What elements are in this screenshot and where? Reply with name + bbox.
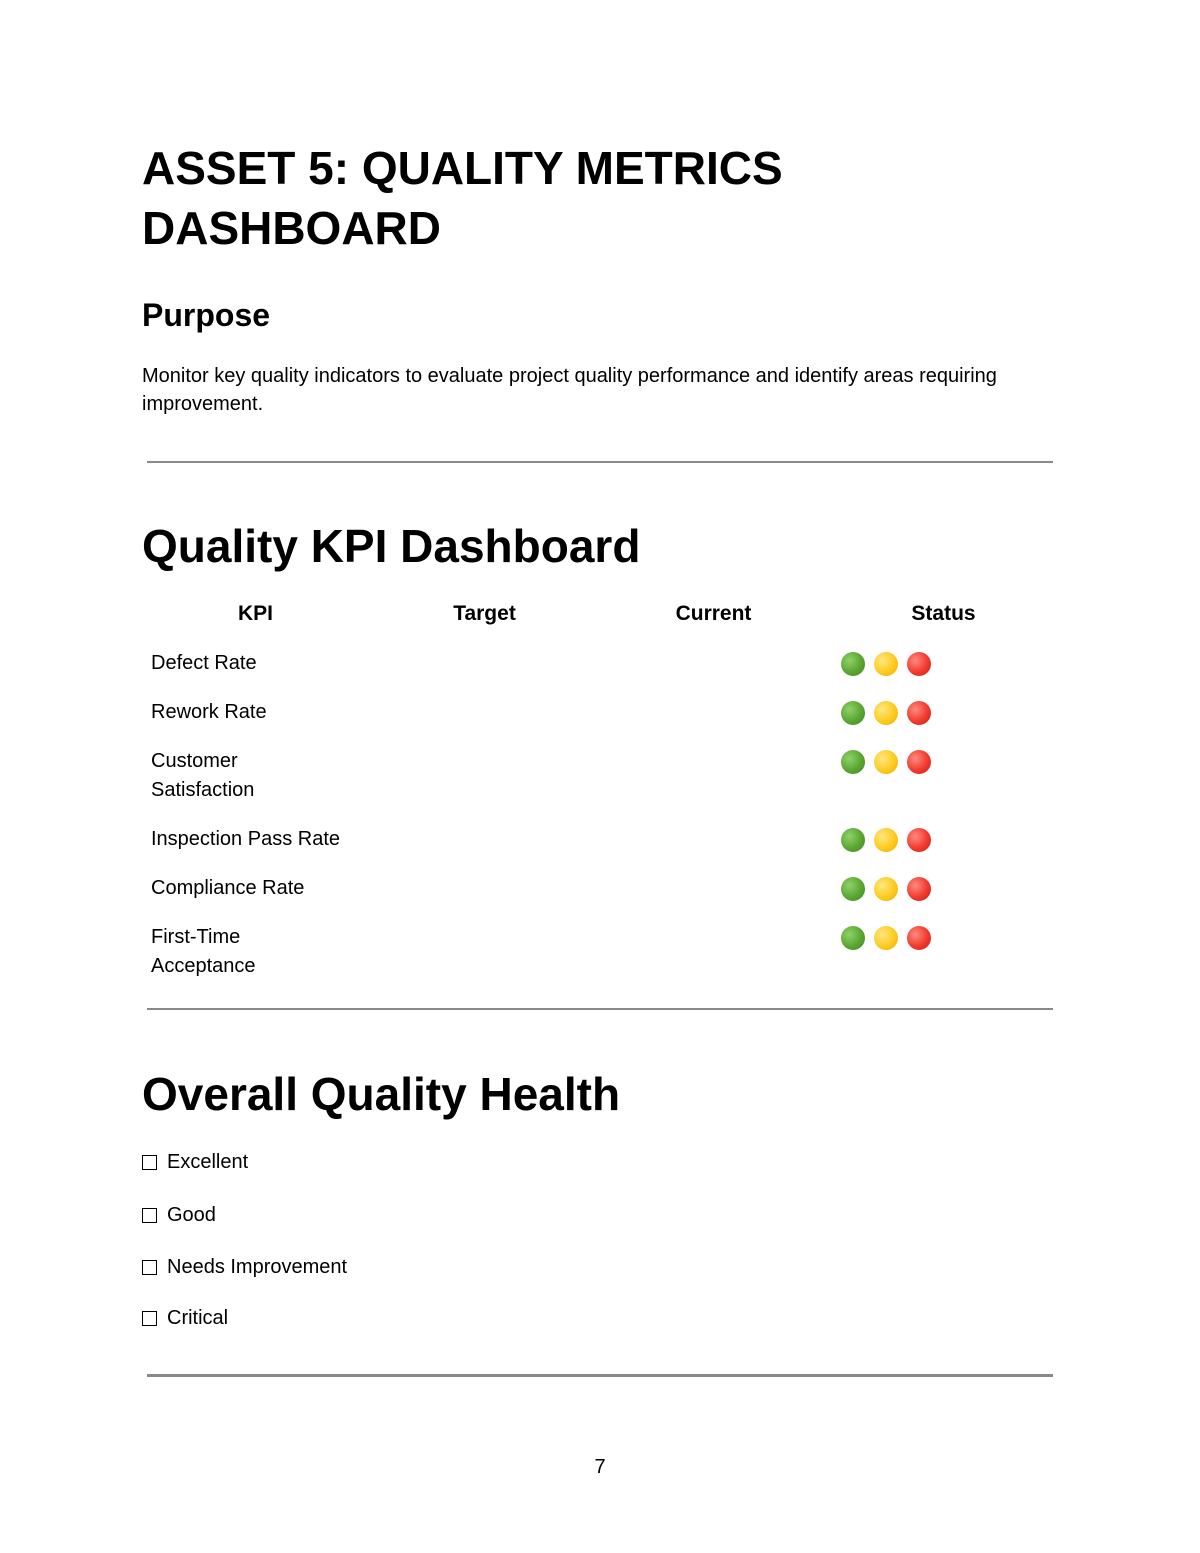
red-circle-icon	[907, 926, 931, 950]
table-row	[141, 923, 1057, 981]
kpi-dashboard-heading: Quality KPI Dashboard	[142, 520, 641, 572]
green-circle-icon	[841, 701, 865, 725]
health-option-excellent[interactable]	[142, 1148, 248, 1176]
divider	[147, 1008, 1053, 1010]
kpi-name: First-Time Acceptance	[151, 926, 256, 977]
yellow-circle-icon	[874, 652, 898, 676]
yellow-circle-icon	[874, 750, 898, 774]
purpose-heading: Purpose	[142, 297, 271, 333]
health-option-label: Good	[167, 1204, 216, 1226]
column-header-status: Status	[911, 602, 976, 625]
red-circle-icon	[907, 877, 931, 901]
purpose-text: Monitor key quality indicators to evaluate project quality performance and identify areas requiring improvement.	[142, 365, 997, 415]
status-indicators	[841, 701, 940, 727]
page-title: ASSET 5: QUALITY METRICS DASHBOARD	[142, 142, 783, 254]
green-circle-icon	[841, 877, 865, 901]
status-indicators	[841, 750, 940, 776]
kpi-name: Compliance Rate	[151, 877, 305, 899]
health-option-label: Critical	[167, 1307, 229, 1329]
checkbox-icon[interactable]	[142, 1155, 157, 1170]
health-option-label: Excellent	[167, 1151, 249, 1173]
checkbox-icon[interactable]	[142, 1311, 157, 1326]
yellow-circle-icon	[874, 926, 898, 950]
divider	[147, 1374, 1053, 1377]
health-option-critical[interactable]	[142, 1304, 228, 1332]
green-circle-icon	[841, 652, 865, 676]
status-indicators	[841, 877, 940, 903]
checkbox-icon[interactable]	[142, 1208, 157, 1223]
green-circle-icon	[841, 926, 865, 950]
kpi-name: Rework Rate	[151, 701, 267, 723]
green-circle-icon	[841, 750, 865, 774]
column-header-kpi: KPI	[237, 602, 273, 625]
status-indicators	[841, 652, 940, 678]
divider	[147, 461, 1053, 463]
column-header-target: Target	[453, 602, 516, 625]
red-circle-icon	[907, 652, 931, 676]
kpi-name: Inspection Pass Rate	[151, 828, 340, 850]
table-row	[141, 747, 1057, 805]
red-circle-icon	[907, 701, 931, 725]
kpi-name: Customer Satisfaction	[151, 750, 255, 801]
page-number: 7	[594, 1456, 606, 1478]
yellow-circle-icon	[874, 701, 898, 725]
status-indicators	[841, 926, 940, 952]
status-indicators	[841, 828, 940, 854]
yellow-circle-icon	[874, 828, 898, 852]
overall-health-heading: Overall Quality Health	[142, 1068, 621, 1120]
column-header-current: Current	[675, 602, 752, 625]
health-option-good[interactable]	[142, 1201, 216, 1229]
kpi-name: Defect Rate	[151, 652, 257, 674]
red-circle-icon	[907, 828, 931, 852]
yellow-circle-icon	[874, 877, 898, 901]
red-circle-icon	[907, 750, 931, 774]
health-option-needs-improvement[interactable]	[142, 1253, 347, 1281]
green-circle-icon	[841, 828, 865, 852]
health-option-label: Needs Improvement	[167, 1256, 348, 1278]
checkbox-icon[interactable]	[142, 1260, 157, 1275]
